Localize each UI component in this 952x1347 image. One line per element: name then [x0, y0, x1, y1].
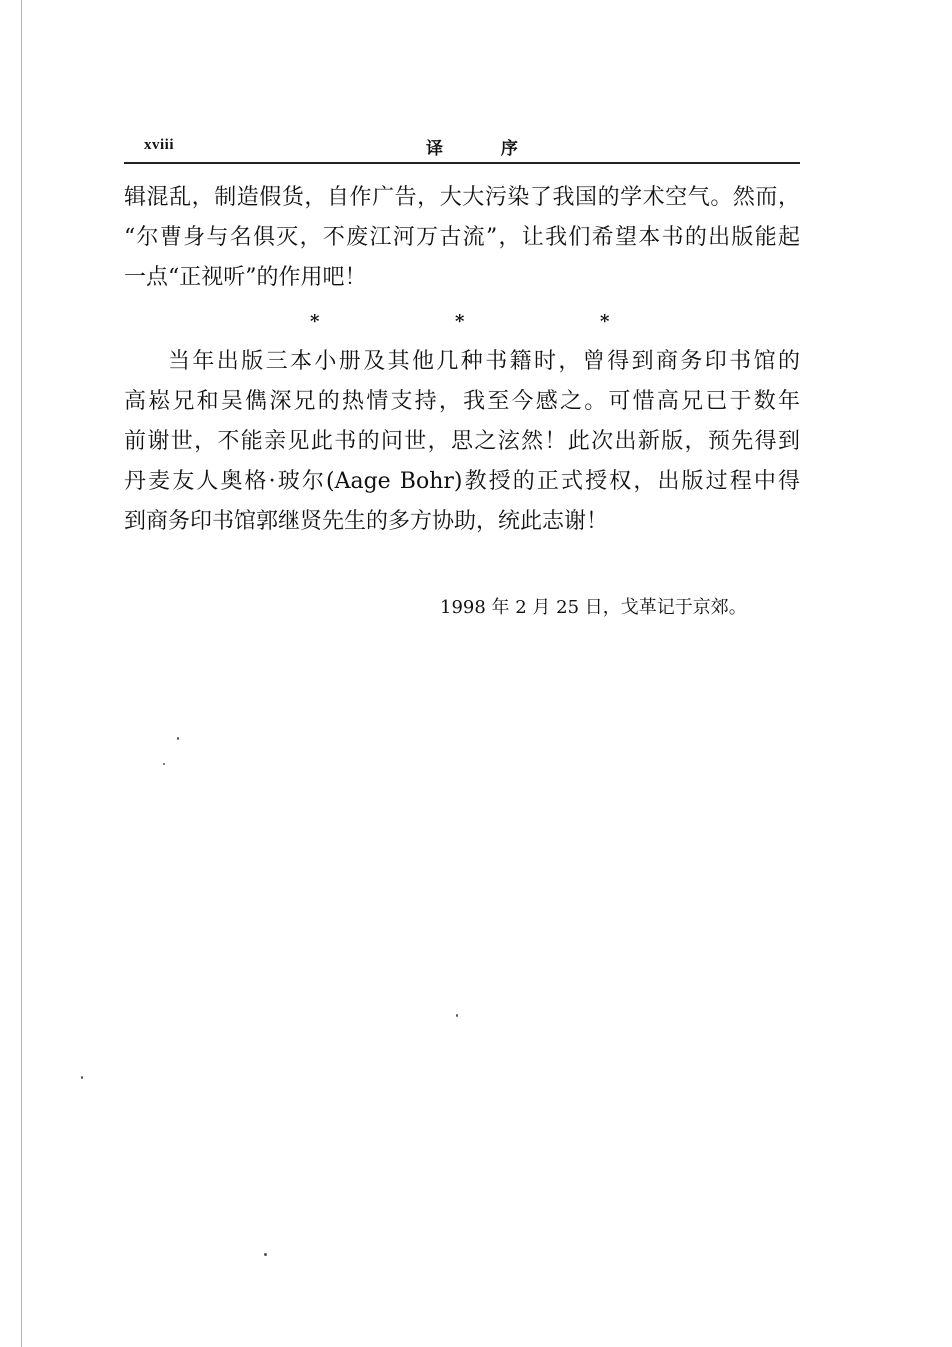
text-line: 高崧兄和吴儁深兄的热情支持，我至今感之。可惜高兄已于数年: [124, 389, 800, 414]
separator-star: *: [455, 311, 465, 332]
page-binding-edge: [21, 0, 22, 1347]
section-title: 译 序: [426, 139, 544, 159]
page-number: xviii: [144, 137, 175, 153]
section-separator: [124, 310, 800, 334]
text-line: 当年出版三本小册及其他几种书籍时，曾得到商务印书馆的: [168, 349, 800, 374]
header-rule: [124, 162, 800, 164]
scan-speck: [456, 1014, 458, 1017]
text-line: 一点“正视听”的作用吧！: [124, 265, 367, 290]
scan-speck: [163, 763, 165, 765]
text-line: “尔曹身与名俱灭，不废江河万古流”，让我们希望本书的出版能起: [124, 225, 800, 250]
scan-speck: [81, 1076, 83, 1079]
text-line: 前谢世，不能亲见此书的问世，思之泫然！此次出新版，预先得到: [124, 429, 800, 454]
separator-star: *: [600, 311, 610, 332]
text-line: 丹麦友人奥格·玻尔(Aage Bohr)教授的正式授权，出版过程中得: [124, 469, 800, 494]
signature-date-line: 1998 年 2 月 25 日，戈革记于京郊。: [440, 597, 747, 618]
text-line: 到商务印书馆郭继贤先生的多方协助，统此志谢！: [124, 509, 609, 534]
scan-speck: [264, 1253, 267, 1256]
scan-speck: [177, 737, 179, 740]
separator-star: *: [310, 311, 320, 332]
text-line: 辑混乱，制造假货，自作广告，大大污染了我国的学术空气。然而，: [124, 185, 800, 210]
paragraph-2: [124, 342, 800, 542]
paragraph-1: [124, 178, 800, 298]
running-head: [124, 134, 800, 162]
